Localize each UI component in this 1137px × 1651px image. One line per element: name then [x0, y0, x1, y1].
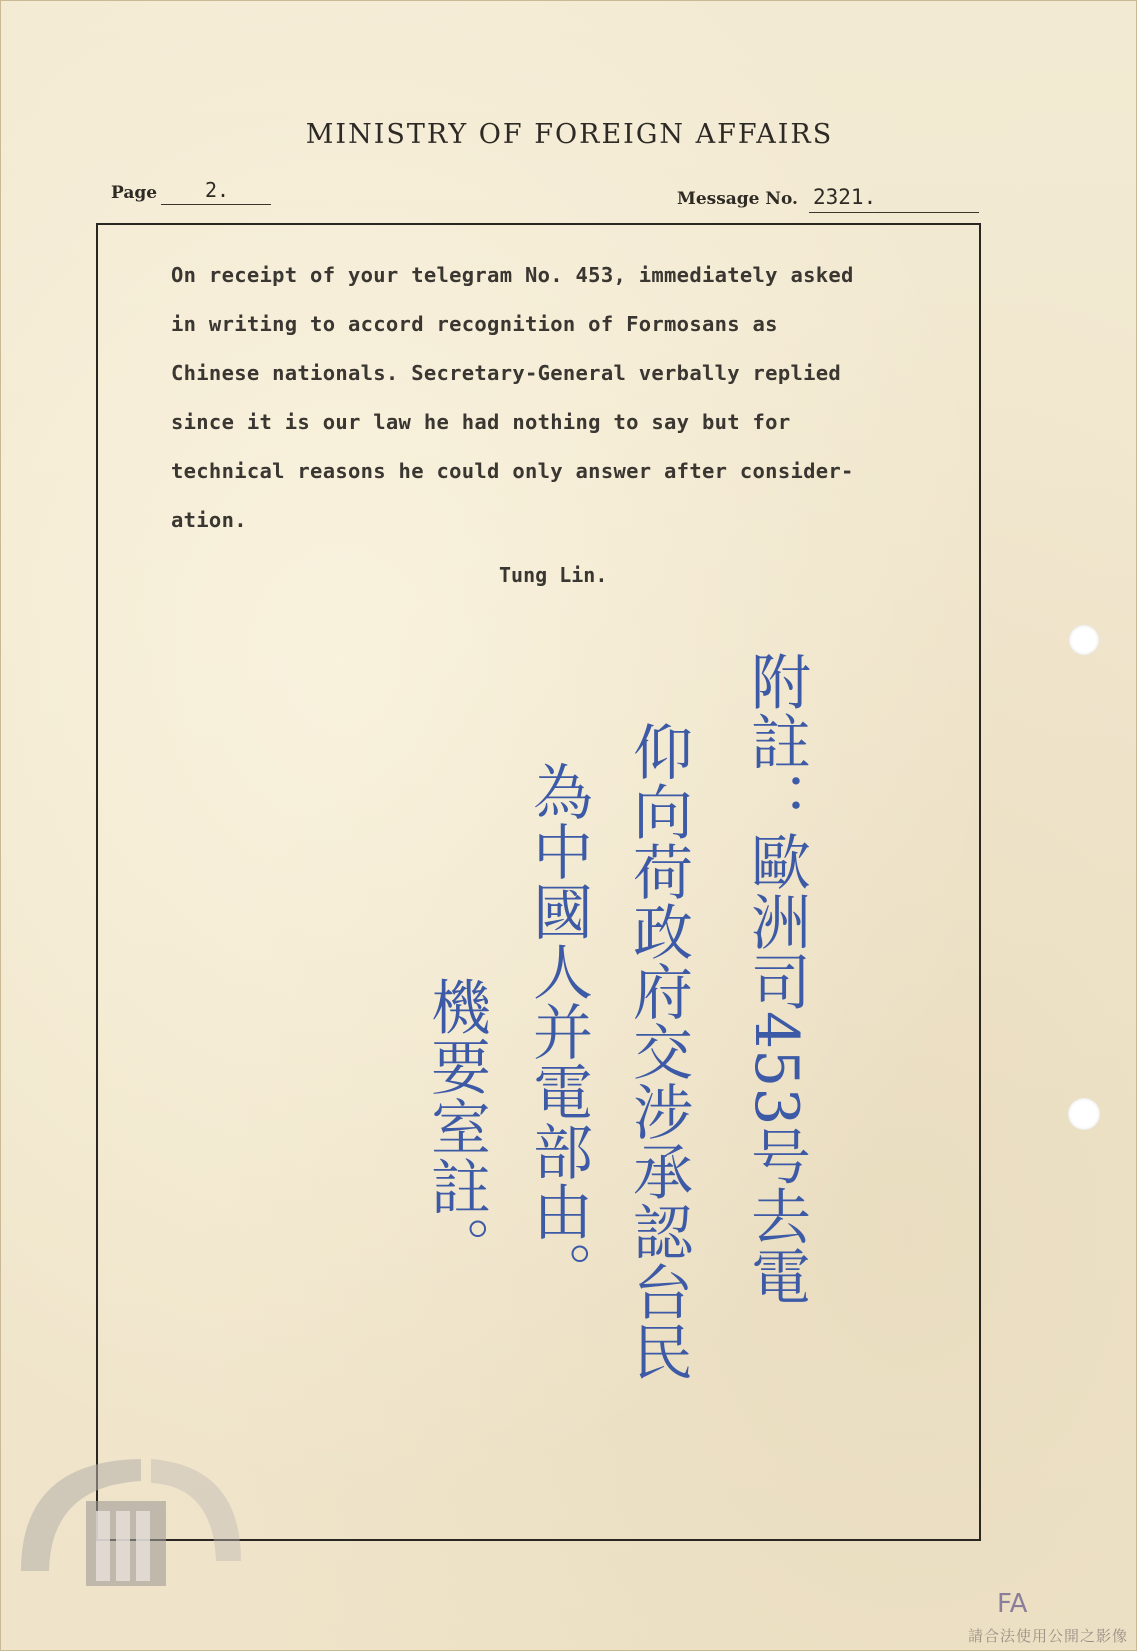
archive-logo-icon — [1, 1441, 251, 1601]
page-number: 2. — [161, 175, 271, 205]
corner-mark: FA — [997, 1589, 1028, 1619]
punch-hole — [1068, 1098, 1100, 1130]
message-label: Message No. — [677, 189, 798, 209]
punch-hole — [1069, 625, 1099, 655]
ministry-header: MINISTRY OF FOREIGN AFFAIRS — [305, 119, 834, 150]
handwritten-note-column-1: 附註：歐洲司453号去電 — [741, 651, 811, 1306]
telegram-body: On receipt of your telegram No. 453, immediately asked in writing to accord recognition of Formosans as Chinese nationals. Secretary-General verbally replied since it is our law he had nothing to say but for technical reasons he could only answer after consider- ation. — [171, 263, 854, 532]
watermark: 請合法使用公開之影像 — [967, 1627, 1128, 1645]
signature: Tung Lin. — [499, 563, 608, 587]
page-label: Page — [111, 183, 158, 203]
message-number: 2321. — [809, 181, 979, 213]
handwritten-note-column-4: 機要室註。 — [421, 976, 491, 1276]
handwritten-note-column-2: 仰向荷政府交涉承認台民 — [623, 721, 693, 1381]
handwritten-note-column-3: 為中國人并電部由。 — [523, 761, 593, 1301]
